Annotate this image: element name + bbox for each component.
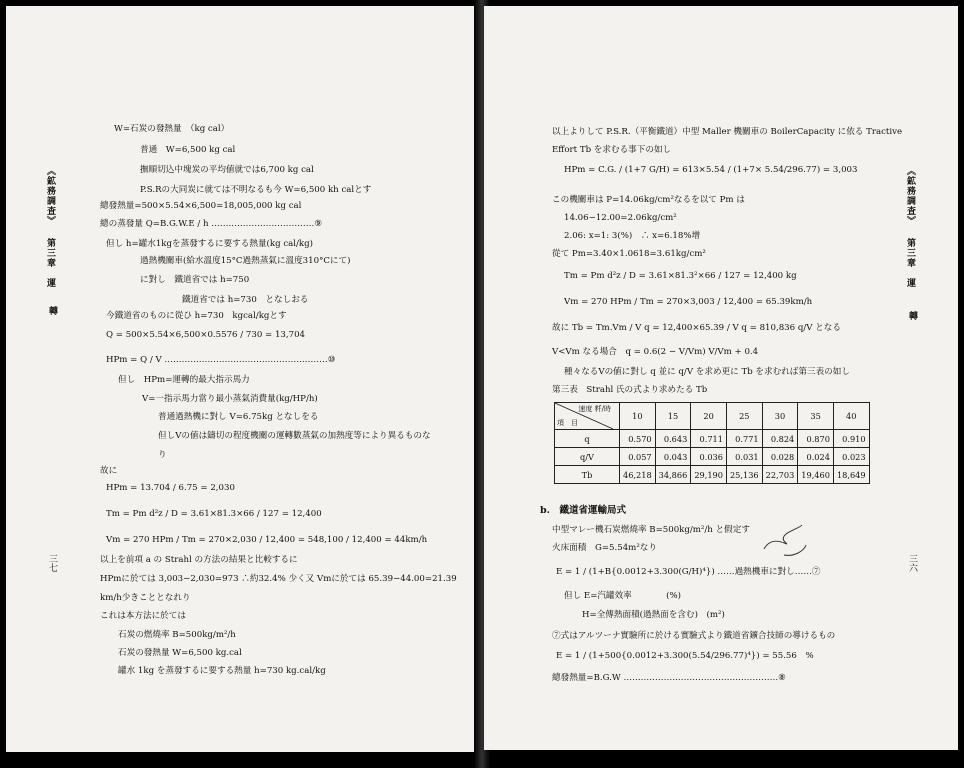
speed-header: 20: [691, 403, 727, 430]
table-cell: 34,866: [655, 466, 691, 484]
right-side-title: 《鉱務調査》: [905, 166, 915, 226]
formula-line: HPm = C.G. / (1+7 G/H) = 613×5.54 / (1+7× 5.54/296.77) = 3,003: [564, 165, 858, 175]
table-row: [555, 466, 870, 484]
table-cell: 0.711: [691, 430, 727, 448]
speed-header: 40: [833, 403, 869, 430]
left-side-title: 《鉱務調査》: [45, 166, 55, 226]
table-header-row: [555, 403, 870, 430]
text-line: 石炭の燃燒率 B=500kg/m²/h: [118, 630, 236, 640]
right-side-unit: 運: [905, 278, 915, 289]
formula-line: Vm = 270 HPm / Tm = 270×2,030 / 12,400 = 548,100 / 12,400 = 44km/h: [106, 535, 428, 545]
table-row: [555, 430, 870, 448]
text-line: 撫順切込中塊炭の平均値就では6,700 kg cal: [140, 165, 314, 175]
row-label: Tb: [555, 466, 620, 484]
text-line: HPmに於ては 3,003−2,030=973 ∴約32.4% 少く又 Vmに於ては 65.39−44.00=21.39: [100, 574, 457, 584]
row-label: q/V: [555, 448, 620, 466]
text-line: り: [158, 450, 167, 460]
speed-header: 30: [762, 403, 798, 430]
formula-line: Q = 500×5.54×6,500×0.5576 / 730 = 13,704: [106, 330, 306, 340]
text-line: Effort Tb を求むる事下の如し: [552, 145, 672, 155]
formula-line: E = 1 / (1+B{0.0012+3.300(G/H)⁴}) ……過熱機車に對し……⑦: [556, 567, 821, 577]
text-line: これは本方法に於ては: [100, 611, 186, 621]
right-side-mark: 轉: [907, 311, 917, 321]
table-caption: 第三表 Strahl 氏の式より求めたる Tb: [552, 385, 708, 395]
left-side-chapter: 第三章: [45, 238, 55, 269]
text-line: に對し 鐵道省では h=750: [140, 275, 250, 285]
table-cell: 0.570: [620, 430, 656, 448]
speed-header: 15: [655, 403, 691, 430]
table-row: [555, 448, 870, 466]
table-cell: 0.028: [762, 448, 798, 466]
table-3: [554, 402, 870, 484]
text-line: 從て Pm=3.40×1.0618=3.61kg/cm²: [552, 249, 706, 259]
text-line: V=一指示馬力當り最小蒸氣消費量(kg/HP/h): [142, 394, 318, 404]
text-line: 故に: [100, 466, 118, 476]
text-line: 過熱機關車(給水溫度15°C過熱蒸氣に溫度310°Cにて): [140, 256, 351, 266]
table-cell: 0.870: [798, 430, 834, 448]
text-line: 種々なるVの値に對し q 並に q/V を求め更に Tb を求むれば第三表の如し: [564, 367, 850, 377]
table-cell: 29,190: [691, 466, 727, 484]
table-cell: 22,703: [762, 466, 798, 484]
table-cell: 0.036: [691, 448, 727, 466]
right-side-chapter: 第三章: [905, 238, 915, 269]
table-cell: 25,136: [726, 466, 762, 484]
formula-line: HPm = Q / V …………………………………………………⑩: [106, 355, 336, 365]
text-line: 但し HPm=運轉的最大指示馬力: [118, 375, 250, 385]
formula-line: HPm = 13.704 / 6.75 = 2,030: [106, 483, 235, 493]
text-line: この機關車は P=14.06kg/cm²なるを以て Pm は: [552, 195, 745, 205]
text-line: W=石炭の發熱量 （kg cal）: [114, 124, 230, 134]
table-cell: 0.024: [798, 448, 834, 466]
right-page-number: 三六: [907, 554, 917, 572]
table-cell: 46,218: [620, 466, 656, 484]
text-line: 但しVの値は鑄切の程度機關の運轉數蒸氣の加熱度等により異るものな: [158, 431, 431, 441]
table-cell: 0.824: [762, 430, 798, 448]
text-line: 普通過熱機に對し V=6.75kg となしをる: [158, 412, 319, 422]
table-cell: 0.771: [726, 430, 762, 448]
handwritten-mark: [754, 521, 814, 561]
left-side-header: [44, 166, 57, 288]
left-page: [6, 6, 476, 752]
text-line: 14.06−12.00=2.06kg/cm²: [564, 213, 677, 223]
text-line: 今鐵道省のものに從ひ h=730 kgcal/kgとす: [106, 311, 287, 321]
text-line: 罐水 1kg を蒸發するに要する熱量 h=730 kg.cal/kg: [118, 666, 326, 676]
formula-line: Tm = Pm d²z / D = 3.61×81.3²×66 / 127 = 12,400 kg: [564, 271, 797, 281]
table-cell: 18,649: [833, 466, 869, 484]
table-cell: 19,460: [798, 466, 834, 484]
right-page: [484, 6, 958, 750]
formula-line: E = 1 / (1+500{0.0012+3.300(5.54/296.77)⁴}) = 55.56 %: [556, 651, 814, 661]
text-line: 鐵道省では h=730 となしおる: [182, 295, 309, 305]
formula-line: Tm = Pm d²z / D = 3.61×81.3×66 / 127 = 12,400: [106, 509, 322, 519]
formula-line: V<Vm なる場合 q = 0.6(2 − V/Vm) V/Vm + 0.4: [552, 347, 759, 357]
right-side-header: [904, 166, 917, 288]
text-line: 2.06: x=1: 3(%) ∴ x=6.18%增: [564, 231, 701, 241]
left-side-unit: 運: [45, 278, 55, 289]
text-line: 但し h=罐水1kgを蒸發するに要する熱量(kg cal/kg): [106, 239, 313, 249]
text-line: 石炭の發熱量 W=6,500 kg.cal: [118, 648, 242, 658]
text-line: H=全傳熱面積(過熱面を含む) (m²): [582, 610, 725, 620]
text-line: 中型マレー機石炭燃燒率 B=500kg/m²/h と假定す: [552, 525, 750, 535]
text-line: 總發熱量=500×5.54×6,500=18,005,000 kg cal: [100, 201, 302, 211]
text-line: ⑦式はアルツーナ實驗所に於ける實驗式より鐵道省鑛合技師の導けるもの: [552, 631, 836, 641]
table-cell: 0.043: [655, 448, 691, 466]
speed-header: 35: [798, 403, 834, 430]
table-cell: 0.031: [726, 448, 762, 466]
row-label: q: [555, 430, 620, 448]
formula-line: Vm = 270 HPm / Tm = 270×3,003 / 12,400 = 65.39km/h: [564, 297, 813, 307]
table-corner: [555, 403, 620, 430]
table-cell: 0.057: [620, 448, 656, 466]
speed-header: 25: [726, 403, 762, 430]
table-cell: 0.023: [833, 448, 869, 466]
formula-line: 故に Tb = Tm.Vm / V q = 12,400×65.39 / V q = 810,836 q/V となる: [552, 323, 841, 333]
table-cell: 0.910: [833, 430, 869, 448]
text-line: 以上を前項 a の Strahl の方法の結果と比較するに: [100, 555, 298, 565]
text-line: 總發熱量=B.G.W ………………………………………………⑧: [552, 673, 786, 683]
left-page-number: 三七: [47, 554, 57, 572]
text-line: 但し E=汽罐效率 (%): [564, 591, 682, 601]
section-heading: b. 鐵道省運輸局式: [540, 505, 626, 516]
text-line: km/h少きこととなれり: [100, 593, 191, 603]
corner-top-label: 速度 粁/時: [578, 405, 611, 413]
left-side-mark: 轉: [47, 306, 57, 316]
text-line: P.S.Rの大同炭に就ては不明なるも今 W=6,500 kh calとす: [140, 185, 372, 195]
speed-header: 10: [620, 403, 656, 430]
text-line: 以上よりして P.S.R.（平衡鐵道）中型 Maller 機關車の BoilerCapacity に依る Tractive: [552, 127, 903, 137]
table-cell: 0.643: [655, 430, 691, 448]
text-line: 總の蒸發量 Q=B.G.W.E / h ………………………………⑨: [100, 219, 323, 229]
corner-bottom-label: 項 目: [557, 419, 578, 427]
text-line: 火床面積 G=5.54m²なり: [552, 543, 657, 553]
text-line: 普通 W=6,500 kg cal: [140, 145, 236, 155]
